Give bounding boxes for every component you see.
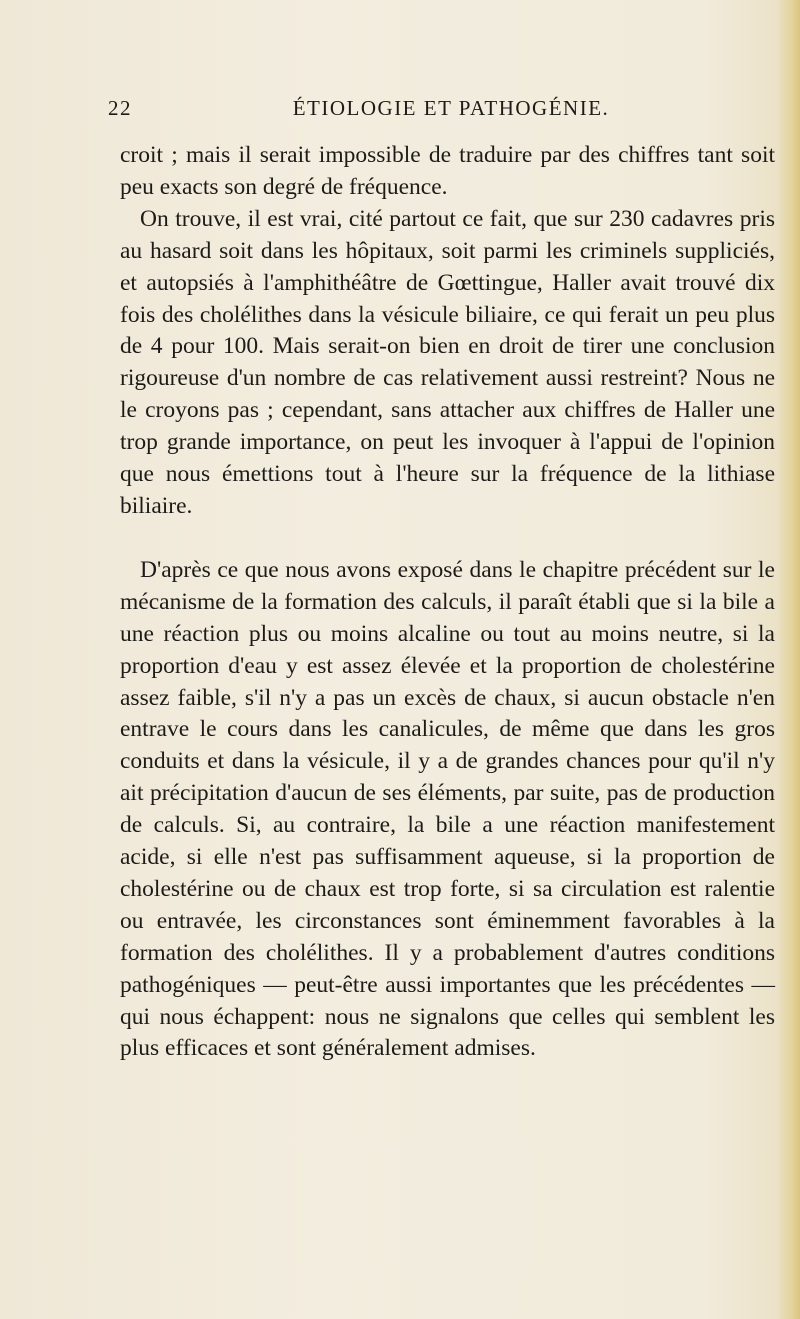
page-number: 22	[108, 96, 132, 120]
running-title: ÉTIOLOGIE ET PATHOGÉNIE.	[292, 96, 610, 120]
page-header	[108, 88, 774, 128]
paragraph-haller-statistics: On trouve, il est vrai, cité partout ce fait, que sur 230 cadavres pris au hasard soit dans les hôpitaux, soit parmi les criminels suppliciés, et autopsiés à l'amphithéâtre de Gœttingue, Haller avait trouvé dix fois des cholélithes dans la vésicule biliaire, ce qui ferait un peu plus de 4 pour 100. Mais serait-on bien en droit de tirer une conclusion rigoureuse d'un nombre de cas relativement aussi restreint? Nous ne le croyons pas ; cependant, sans attacher aux chiffres de Haller une trop grande importance, on peut les invoquer à l'appui de l'opinion que nous émettions tout à l'heure sur la fréquence de la lithiase biliaire.	[120, 205, 775, 519]
page-edge-shading	[778, 0, 800, 1319]
body-text	[120, 140, 775, 1065]
paragraph-continuation: croit ; mais il serait impossible de traduire par des chiffres tant soit peu exacts son degré de fréquence.	[120, 142, 775, 200]
paragraph-pathogenic-conditions: D'après ce que nous avons exposé dans le chapitre précédent sur le mécanisme de la formation des calculs, il paraît établi que si la bile a une réaction plus ou moins alcaline ou tout au moins neutre, si la proportion d'eau y est assez élevée et la proportion de cholestérine assez faible, s'il n'y a pas un excès de chaux, si aucun obstacle n'en entrave le cours dans les canalicules, de même que dans les gros conduits et dans la vésicule, il y a de grandes chances pour qu'il n'y ait précipitation d'aucun de ses éléments, par suite, pas de production de calculs. Si, au contraire, la bile a une réaction manifestement acide, si elle n'est pas suffisamment aqueuse, si la proportion de cholestérine ou de chaux est trop forte, si sa circulation est ralentie ou entravée, les circonstances sont éminemment favorables à la formation des cholélithes. Il y a probablement d'autres conditions pathogéniques — peut-être aussi importantes que les précédentes — qui nous échappent: nous ne signalons que celles qui semblent les plus efficaces et sont généralement admises.	[120, 556, 775, 1062]
paragraph-gap	[120, 523, 775, 555]
